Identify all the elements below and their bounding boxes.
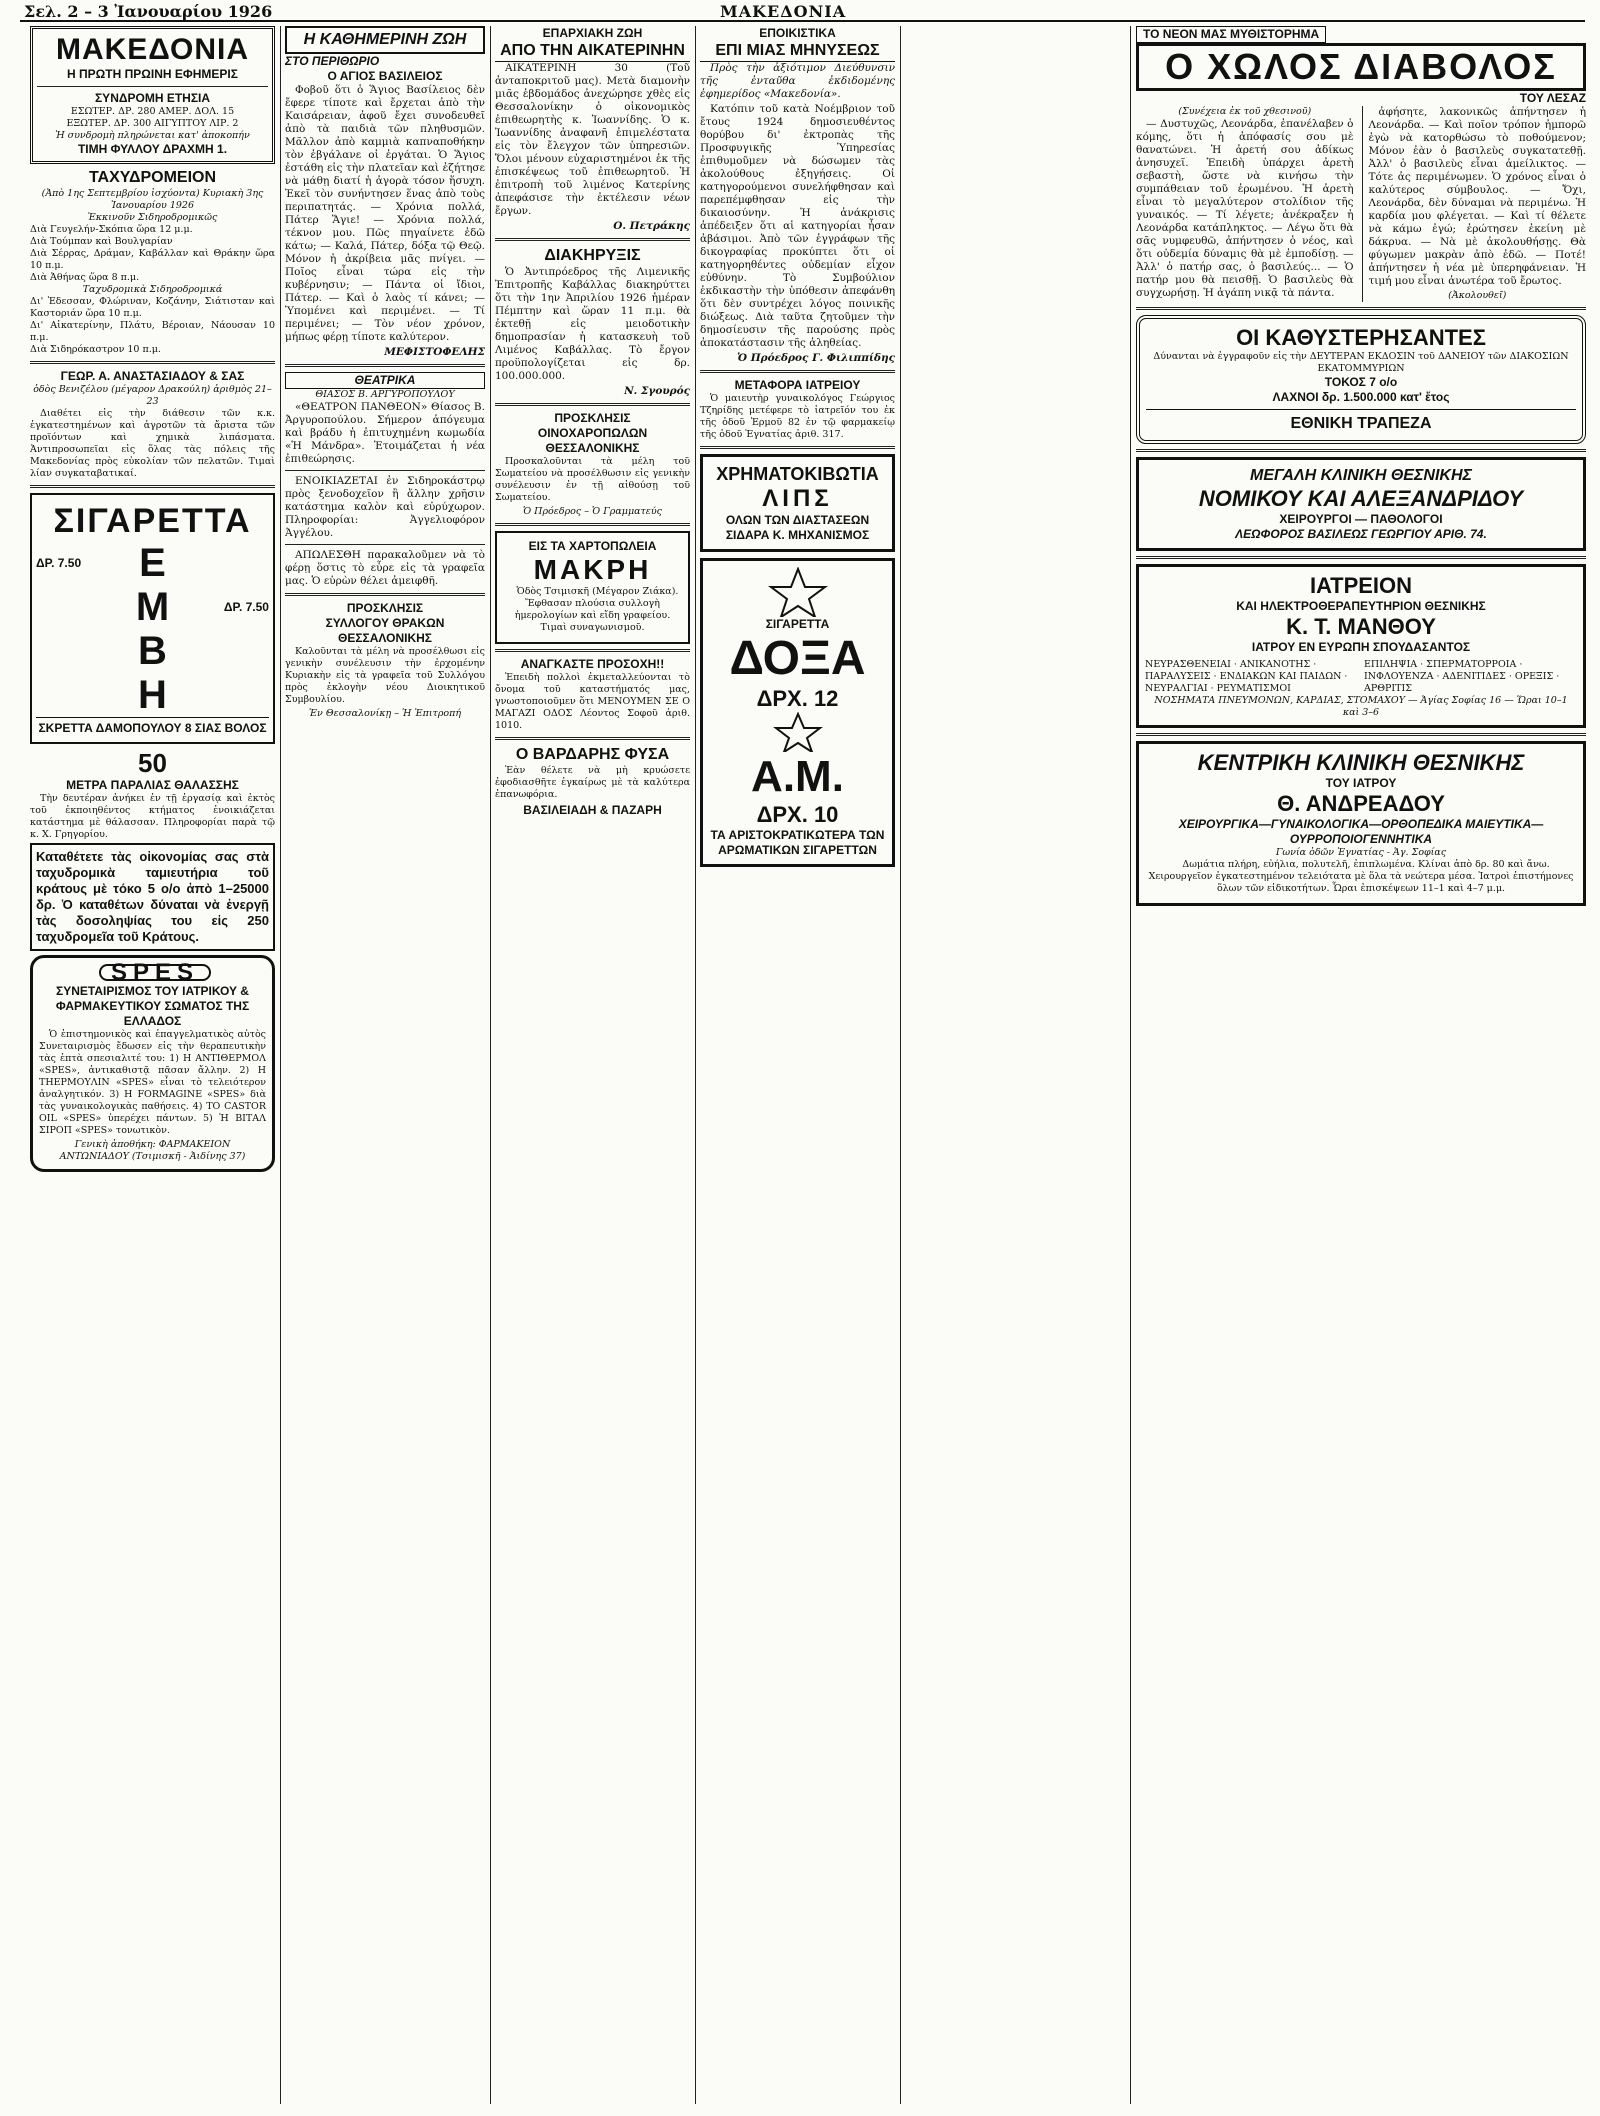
column-divider [280,26,281,2104]
column-divider [695,26,696,2104]
cigarette-brand-letter: Ε [139,541,166,585]
vardar-ad-text: Ἐὰν θέλετε νὰ μὴ κρυώσετε ἐφοδιασθῆτε ἐγκαίρως μὲ τὰ καλύτερα ἐπανωφόρια. [495,765,690,800]
bank-name: ΕΘΝΙΚΗ ΤΡΑΠΕΖΑ [1146,409,1576,434]
column-2 [285,26,485,2106]
star-ornament-icon [768,712,828,752]
declaration-signature: Ν. Σγουρός [624,385,690,397]
sea-ad-text: Τὴν δευτέραν ἀνήκει ἐν τῇ ἐργασίᾳ καὶ ἐκτὸς τοῦ ἐκποιηθέντος κτήματος ἐνοικιάζεται κατάστημα μὲ θάλασσαν. Πληροφορίαι παρὰ τῷ κ. Χ. Γρηγορίου. [30,793,275,840]
am-ad-price: ΔΡΧ. 10 [756,802,839,827]
safes-ad [700,454,895,552]
clinic1-address: ΛΕΩΦΟΡΟΣ ΒΑΣΙΛΕΩΣ ΓΕΩΡΓΙΟΥ ΑΡΙΘ. 74. [1235,527,1487,541]
doxa-ad-price: ΔΡΧ. 12 [756,686,839,711]
transfer-heading: ΜΕΤΑΦΟΡΑ ΙΑΤΡΕΙΟΥ [734,378,861,392]
serial-continued: (Συνέχεια ἐκ τοῦ χθεσινοῦ) [1178,106,1312,117]
column-divider [1130,26,1131,2104]
paper-title: ΜΑΚΕΔΟΝΙΑ [55,33,250,66]
post-line: Διὰ Ἀθήνας ὥρα 8 π.μ. [30,272,140,283]
clinic2-list: ΝΕΥΡΑΣΘΕΝΕΙΑΙ · ΑΝΙΚΑΝΟΤΗΣ · ΠΑΡΑΛΥΣΕΙΣ · ΕΝΔΙΑΚΩΝ ΚΑΙ ΠΑΙΔΩΝ · ΝΕΥΡΑΛΓΙΑΙ · ΡΕΥΜΑΤΙΣΜΟΙ [1145,659,1348,694]
clinic3-address: Γωνία ὁδῶν Ἐγνατίας - Ἁγ. Σοφίας [1275,847,1447,858]
post-subtitle: (Ἀπὸ 1ης Σεπτεμβρίου ἰσχύοντα) Κυριακὴ 3ης Ἰανουαρίου 1926 [41,188,264,211]
post-line: Δι' Ἐδεσσαν, Φλώριναν, Κοζάνην, Σιάτισταν καὶ Καστοριάν ὥρα 10 π.μ. [30,296,275,319]
spes-footer: Γενικὴ ἀποθήκη: ΦΑΡΜΑΚΕΙΟΝ ΑΝΤΩΝΙΑΔΟΥ (Τσιμισκῆ - Ἀιδίνης 37) [59,1139,246,1162]
clinic1-ad [1136,457,1586,551]
notice-text: Ἐπειδὴ πολλοὶ ἐκμεταλλεύονται τὸ ὄνομα τοῦ καταστήματός μας, γνωστοποιοῦμεν ὅτι ΜΕΝΟΥΜΕΝ ΣΕ Ο ΜΑΓΑΖΙ ΟΔΟΣ Λέοντος Σοφοῦ ἀριθ. 1010. [495,672,690,731]
serial-heading: ΤΟ ΝΕΟΝ ΜΑΣ ΜΥΘΙΣΤΟΡΗΜΑ [1136,26,1326,43]
article-signature: ΜΕΦΙΣΤΟΦΕΛΗΣ [384,346,485,358]
theatre-heading: ΘΕΑΤΡΙΚΑ [285,372,485,389]
section-heading: Η ΚΑΘΗΜΕΡΙΝΗ ΖΩΗ [285,26,485,54]
vardar-ad-signature: ΒΑΣΙΛΕΙΑΔΗ & ΠΑΖΑΡΗ [523,803,662,817]
doxa-ad [700,558,895,867]
safes-ad-subtitle: ΟΛΩΝ ΤΩΝ ΔΙΑΣΤΑΣΕΩΝ ΣΙΔΑΡΑ Κ. ΜΗΧΑΝΙΣΜΟΣ [725,513,870,542]
paper-subtitle: Η ΠΡΩΤΗ ΠΡΩΙΝΗ ΕΦΗΜΕΡΙΣ [67,67,238,81]
article-title: ΕΠΙ ΜΙΑΣ ΜΗΝΥΣΕΩΣ [700,41,895,62]
post-line: Διὰ Γευγελήν-Σκόπια ὥρα 12 μ.μ. [30,224,193,235]
spes-subtitle: ΣΥΝΕΤΑΙΡΙΣΜΟΣ ΤΟΥ ΙΑΤΡΙΚΟΥ & ΦΑΡΜΑΚΕΥΤΙΚΟΥ ΣΩΜΑΤΟΣ ΤΗΣ ΕΛΛΑΔΟΣ [55,984,250,1028]
subscription-note: Ἡ συνδρομὴ πληρώνεται κατ' ἀποκοπήν [55,130,250,141]
section-heading: ΕΠΟΙΚΙΣΤΙΚΑ [759,26,836,40]
clinic2-title: ΙΑΤΡΕΙΟΝ [1309,573,1413,598]
invite-subheading: ΣΥΛΛΟΓΟΥ ΘΡΑΚΩΝ ΘΕΣΣΑΛΟΝΙΚΗΣ [325,616,445,645]
invite-subheading: ΟΙΝΟΧΑΡΟΠΩΛΩΝ ΘΕΣΣΑΛΟΝΙΚΗΣ [537,426,648,455]
clinic2-ad [1136,564,1586,728]
article-lead: Πρὸς τὴν ἀξιότιμον Διεύθυνσιν τῆς ἐνταῦθα ἐκδιδομένης ἐφημερίδος «Μακεδονία». [700,62,895,100]
invite-signature: Ὁ Πρόεδρος – Ὁ Γραμματεύς [523,506,662,517]
ad-company-name: ΓΕΩΡ. Α. ΑΝΑΣΤΑΣΙΑΔΟΥ & ΣΑΣ [60,369,245,383]
article-title: ΑΠΟ ΤΗΝ ΑΙΚΑΤΕΡΙΝΗΝ [495,41,690,62]
clinic2-subtitle: ΚΑΙ ΗΛΕΚΤΡΟΘΕΡΑΠΕΥΤΗΡΙΟΝ ΘΕΣΝΙΚΗΣ [1236,599,1486,613]
rent-notice: ΕΝΟΙΚΙΑΖΕΤΑΙ ἐν Σιδηροκάστρῳ πρὸς ξενοδοχεῖον ἢ ἄλλην χρῆσιν κατάστημα καλὸν καὶ εὐρύχωρον. Πληροφορίαι: Ἀγγελιοφόρον Ἀγγέλου. [285,475,485,539]
invite-signature: Ἐν Θεσσαλονίκῃ – Ἡ Ἐπιτροπή [308,708,462,719]
post-line: Διὰ Τούμπαν καὶ Βουλγαρίαν [30,236,173,247]
makri-ad-text: Ὁδὸς Τσιμισκῆ (Μέγαρον Ζιάκα). Ἔφθασαν πλούσια συλλογὴ ἡμερολογίων καὶ εἴδη γραφείου. Τιμαὶ συναγωνισμοῦ. [514,586,679,633]
invite-text: Προσκαλοῦνται τὰ μέλη τοῦ Σωματείου νὰ προσέλθωσιν εἰς γενικὴν συνέλευσιν ἐν τῇ αἰθούσῃ τοῦ Σωματείου. [495,456,690,503]
clinic2-name: Κ. Τ. ΜΑΝΘΟΥ [1286,614,1436,639]
column-1 [30,26,275,2106]
sea-ad-number: 50 [138,748,167,778]
masthead-date-left: Σελ. 2 – 3 Ἰανουαρίου 1926 [24,2,273,21]
serial-text: ἀφήσητε, λακονικῶς ἀπήντησεν ἡ Λεονάρδα. — Καὶ ποῖον τρόπον ἠμπορῶ ἐγὼ νὰ κατορθώσω τὸ ποθούμενον; Μόνον ἐὰν ὁ βασιλεὺς συγκατατεθῇ. Ἀλλ' ὁ βασιλεὺς εἶναι ἀμείλικτος. — Τότε ἀς περιμένωμεν. Ὁ χρόνος εἶναι ὁ καλύτερος σύμβουλος. — Ὄχι, Λεονάρδα, δὲν δύναμαι νὰ περιμένω. Ἡ καρδία μου φλέγεται. — Καὶ τί θέλετε νὰ κάμω ἐγώ; ἐρώτησεν ἐκείνη μὲ δάκρυα. — Νὰ μὲ ἀκολουθήσῃς. Θὰ φύγωμεν μακρὰν ἀπὸ ἐδῶ. — Ποτέ! ἀπήντησεν ἡ νέα μὲ ὑπερηφάνειαν. Ἡ τιμή μου εἶναι ἀνωτέρα τοῦ ἔρωτος. [1368,106,1586,287]
ad-company-address: ὁδὸς Βενιζέλου (μέγαρον Δρακούλη) ἀριθμὸς 21–23 [33,384,272,407]
declaration-heading: ΔΙΑΚΗΡΥΞΙΣ [544,247,641,264]
cigarette-ad-footer: ΣΚΡΕΤΤΑ ΔΑΜΟΠΟΥΛΟΥ 8 ΣΙΑΣ ΒΟΛΟΣ [36,717,269,736]
column-divider [490,26,491,2104]
spes-title: SPES [99,964,211,981]
clinic2-role: ΙΑΤΡΟΥ ΕΝ ΕΥΡΩΠΗ ΣΠΟΥΔΑΣΑΝΤΟΣ [1251,640,1471,654]
clinic3-title: ΚΕΝΤΡΙΚΗ ΚΛΙΝΙΚΗ ΘΕΣΝΙΚΗΣ [1197,750,1525,775]
post-title: ΤΑΧΥΔΡΟΜΕΙΟΝ [88,169,217,186]
cigarette-brand-letter: Η [138,673,167,717]
article-text: ΑΙΚΑΤΕΡΙΝΗ 30 (Τοῦ ἀνταποκριτοῦ μας). Μετὰ διαμονὴν μιᾶς ἑβδομάδος ἀνεχώρησε χθὲς εἰς Θεσσαλονίκην ὁ οἰκονομικὸς ἐπιθεωρητὴς κ. Ἰωαννίδης. Ὁ κ. Ἰωαννίδης ἀναφανῆ ἐπιμελέστατα εἰς τὸν ἔλεγχον τῶν ὑπηρεσιῶν. Ὅλοι μένουν εὐχαριστημένοι ἐκ τῆς ἐπισκέψεως τοῦ ἐπιθεωρητοῦ. Ἡ ἐπιτροπὴ τοῦ λιμένος Κατερίνης ἀπεφάσισε τὴν ἐκτέλεσιν νέων ἔργων. [495,62,690,217]
serial-text: — Δυστυχῶς, Λεονάρδα, ἐπανέλαβεν ὁ κόμης, ὅτι ἡ ἀπόφασίς σου μὲ θανατώνει. Ἡ ἀρετή σου ἀδίκως ἀνησυχεῖ. Ἐπειδὴ ὑπάρχει ἀρετὴ σεβαστὴ, ὥστε νὰ κινήσω τὴν συμπάθειαν τοῦ ἐρωμένου. Ἡ ἀρετὴ εἶναι τὸ μεγαλύτερον στολίδιον τῆς γυναικός. — Τί λέγετε; ἀνέκραξεν ἡ Λεονάρδα κατάπληκτος. — Λέγω ὅτι θὰ σᾶς νυμφευθῶ, ἀπήντησεν ὁ νέος, καὶ ὅτι οὐδεμία δύναμις θὰ μὲ ἐμποδίσῃ. — Ἀλλ' ὁ πατήρ σας, ὁ βασιλεύς... — Ὁ πατήρ μου θὰ πεισθῇ. Ὁ βασιλεὺς θὰ συγχωρήσῃ. Ἡ ἀγάπη νικᾷ τὰ πάντα. [1136,118,1354,299]
subscription-rate: ΕΞΩΤΕΡ. ΔΡ. 300 ΑΙΓΥΠΤΟΥ ΛΙΡ. 2 [66,118,239,129]
cigarette-price: ΔΡ. 7.50 [36,555,82,570]
cigarette-ad-title: ΣΙΓΑΡΕΤΤΑ [53,502,252,540]
column-4 [700,26,895,2106]
post-line: Δι' Αἰκατερίνην, Πλάτυ, Βέροιαν, Νάουσαν 10 π.μ. [30,320,275,343]
invite-heading: ΠΡΟΣΚΛΗΣΙΣ [554,411,631,425]
column-3 [495,26,690,2106]
loan-ad-title: ΟΙ ΚΑΘΥΣΤΕΡΗΣΑΝΤΕΣ [1236,325,1486,350]
post-line: Διὰ Σέρρας, Δράμαν, Καβάλλαν καὶ Θράκην ὥρα 10 π.μ. [30,248,275,271]
clinic3-ad [1136,741,1586,906]
cigarette-brand-letter: Μ [135,585,170,629]
serial-body [1136,106,1586,302]
invite-text: Καλοῦνται τὰ μέλη νὰ προσέλθωσι εἰς γενικὴν συνέλευσιν τὴν ἐρχομένην Κυριακὴν εἰς τὰ γραφεῖα τοῦ Συλλόγου πρὸς ἐκλογὴν νέου Διοικητικοῦ Συμβουλίου. [285,646,485,705]
ad-company-text: Διαθέτει εἰς τὴν διάθεσιν τῶν κ.κ. ἐγκατεστημένων καὶ ἀγροτῶν τὰ ἄριστα τῶν προϊόντων καὶ χημικὰ λιπάσματα. Ἀντιπροσωπεῖαι εἰς ὅλας τὰς πόλεις τῆς Μακεδονίας πρὸς εὐκολίαν τῶν πελατῶν. Τιμαὶ λίαν συγκαταβατικαί. [30,408,275,479]
clinic3-text: Δωμάτια πλήρη, εὐήλια, πολυτελῆ, ἐπιπλωμένα. Κλίναι ἀπὸ δρ. 80 καὶ ἄνω. Χειρουργεῖον ἐγκατεστημένον τελειότατα μὲ ὅλα τὰ νεώτερα μέσα. Ἰατροὶ ἐπιστήμονες ὅλων τῶν εἰδικοτήτων. Ὧραι ἐπισκέψεων 11–1 καὶ 4–7 μ.μ. [1148,859,1574,894]
makri-ad [495,531,690,644]
invite-heading: ΠΡΟΣΚΛΗΣΙΣ [346,601,424,615]
loan-ad-interest: ΤΟΚΟΣ 7 ο/ο [1324,375,1398,389]
subscription-box [30,26,275,164]
article-text: Φοβοῦ ὅτι ὁ Ἅγιος Βασίλειος δὲν ἔφερε τίποτε καὶ ἔρχεται ἀπὸ τὴν Καισάρειαν, ἀφοῦ ἔχει συνοδευθεῖ ἀπὸ τὰ παιδιὰ τῶν πληθυσμῶν. Μᾶλλον ἀπὸ καμμιὰ καπναποθήκην τὸν ἐβγάλανε οἱ ἐργάται. Ὁ Ἅγιος ἐστάθη εἰς τὴν πλατεῖαν καὶ ἐζήτησε νὰ μάθῃ διατί ἡ ἀγορὰ τόσον ἥσυχη. Ἐκεῖ τὸν συνήντησεν ἕνας ἀπὸ τοὺς περιπατητάς. — Χρόνια πολλά, Πάτερ Ἅγιε! — Χρόνια πολλά, τέκνον μου. Πῶς πηγαίνετε ἐδῶ κάτω; — Καλά, Πάτερ, δόξα τῷ Θεῷ. Μόνον ἡ ἀκρίβεια μᾶς πνίγει. — Ποῖος εἶναι τώρα εἰς τὴν κυβέρνησιν; — Πάντα οἱ ἴδιοι, Πάτερ. — Καὶ ὁ λαὸς τί κάνει; — Ὑπομένει καὶ περιμένει. — Τί περιμένει; — Τὸν νέον χρόνον, μήπως φέρῃ τίποτε καλύτερον. [285,84,485,343]
cigarette-brand-letter: Β [138,629,167,673]
safes-ad-brand: ΛΙΠΣ [762,485,833,512]
cigarette-ad [30,493,275,744]
vardar-ad-title: Ο ΒΑΡΔΑΡΗΣ ΦΥΣΑ [515,746,670,763]
loan-ad [1136,315,1586,444]
clinic1-title: ΜΕΓΑΛΗ ΚΛΙΝΙΚΗ ΘΕΣΝΙΚΗΣ [1250,467,1472,484]
lost-notice: ΑΠΩΛΕΣΘΗ παρακαλοῦμεν νὰ τὸ φέρῃ ὅστις τὸ εὗρε εἰς τὰ γραφεῖα μας. Ὁ εὑρὼν θέλει ἀμειφθῆ. [285,549,485,587]
subscription-rate: ΕΣΩΤΕΡ. ΔΡ. 280 ΑΜΕΡ. ΔΟΛ. 15 [70,106,235,117]
serial-to-be-continued: (Ἀκολουθεῖ) [1448,290,1507,301]
sea-ad-title: ΜΕΤΡΑ ΠΑΡΑΛΙΑΣ ΘΑΛΑΣΣΗΣ [66,778,239,792]
makri-ad-title: ΜΑΚΡΗ [533,554,652,585]
post-line: Διὰ Σιδηρόκαστρον 10 π.μ. [30,344,161,355]
transfer-text: Ὁ μαιευτὴρ γυναικολόγος Γεώργιος Τζηρίδης μετέφερε τὸ ἰατρεῖόν του ἐκ τῆς ὁδοῦ Ἑρμοῦ 82 ἐν τῷ φαρμακείῳ τῆς ὁδοῦ Ἐγνατίας ἀριθ. 317. [700,393,895,440]
loan-ad-text: Δύνανται νὰ ἐγγραφοῦν εἰς τὴν ΔΕΥΤΕΡΑΝ ΕΚΔΟΣΙΝ τοῦ ΔΑΝΕΙΟΥ τῶν ΔΙΑΚΟΣΙΩΝ ΕΚΑΤΟΜΜΥΡΙΩΝ [1153,351,1569,374]
post-heading: Ταχυδρομικὰ Σιδηροδρομικά [82,284,223,295]
clinic2-list: ΕΠΙΛΗΨΙΑ · ΣΠΕΡΜΑΤΟΡΡΟΙΑ · ΙΝΦΛΟΥΕΝΖΑ · ΑΔΕΝΙΤΙΔΕΣ · ΟΡΕΞΙΣ · ΑΡΘΡΙΤΙΣ [1364,659,1560,694]
theatre-company: ΘΙΑΣΟΣ Β. ΑΡΓΥΡΟΠΟΥΛΟΥ [315,389,455,400]
clinic1-names: ΝΟΜΙΚΟΥ ΚΑΙ ΑΛΕΞΑΝΔΡΙΔΟΥ [1198,486,1524,511]
makri-ad-pre: ΕΙΣ ΤΑ ΧΑΡΤΟΠΩΛΕΙΑ [528,539,657,553]
subscription-heading: ΣΥΝΔΡΟΜΗ ΕΤΗΣΙΑ [94,91,211,105]
section-subheading: ΣΤΟ ΠΕΡΙΘΩΡΙΟ [285,54,380,68]
cigarette-price: ΔΡ. 7.50 [223,599,269,614]
safes-ad-title: ΧΡΗΜΑΤΟΚΙΒΩΤΙΑ [716,464,879,484]
article-signature: Ὁ Πρόεδρος Γ. Φιλιππίδης [737,352,895,364]
serial-title: Ο ΧΩΛΟΣ ΔΙΑΒΟΛΟΣ [1136,43,1586,91]
doxa-ad-pre: ΣΙΓΑΡΕΤΤΑ [765,617,830,631]
spes-ad [30,955,275,1172]
spes-text: Ὁ ἐπιστημονικὸς καὶ ἐπαγγελματικὸς αὐτὸς Συνεταιρισμὸς ἔδωσεν εἰς τὴν θεραπευτικὴν τὰς ἑπτὰ σπεσιαλιτέ του: 1) Η ΑΝΤΙΘΕΡΜΟΛ «SPES», ἀντικαθιστᾷ πᾶσαν ἄλλην. 2) Η ΤΗΕΡΜΟΥΛΙΝ «SPES» εἶναι τὸ τελειότερον ἀναλγητικόν. 3) Η FORMAGINE «SPES» διὰ τὰς γυναικολογικὰς παθήσεις. 4) ΤΟ CASTOR OIL «SPES» ὑπερέχει πάντων. 5) Ἡ ΒΙΤΑΛ ΣΙΡΟΠ «SPES» τονωτικὸν. [39,1029,266,1136]
column-5 [1136,26,1586,2106]
clinic3-name: Θ. ΑΝΔΡΕΑΔΟΥ [1277,791,1445,816]
doxa-ad-title: ΔΟΞΑ [729,632,866,685]
issue-price: ΤΙΜΗ ΦΥΛΛΟΥ ΔΡΑΧΜΗ 1. [77,142,228,156]
masthead [20,2,1585,22]
declaration-text: Ὁ Ἀντιπρόεδρος τῆς Λιμενικῆς Ἐπιτροπῆς Καβάλλας διακηρύττει ὅτι τὴν 1ην Ἀπριλίου 1926 ἡμέραν Πέμπτην καὶ ὥραν 11 π.μ. θὰ ἐκτεθῇ εἰς μειοδοτικὴν δημοπρασίαν ἡ κατασκευὴ τοῦ Λιμένος Καβάλλας. Τὸ ἔργον προϋπολογίζεται εἰς δρ. 100.000.000. [495,266,690,382]
notice-heading: ΑΝΑΓΚΑΣΤΕ ΠΡΟΣΟΧΗ!! [520,657,665,671]
clinic1-roles: ΧΕΙΡΟΥΡΓΟΙ — ΠΑΘΟΛΟΓΟΙ [1279,512,1443,526]
article-title: Ο ΑΓΙΟΣ ΒΑΣΙΛΕΙΟΣ [327,69,443,83]
theatre-text: «ΘΕΑΤΡΟΝ ΠΑΝΘΕΟΝ» Θίασος Β. Ἀργυροπούλου. Σήμερον ἀπόγευμα καὶ βράδυ ἡ ἐπιτυχημένη κωμωδία «Ἡ Μάνδρα». Ἑτοιμάζεται ἡ νέα ἐπιθεώρησις. [285,401,485,465]
column-divider [900,26,901,2104]
post-heading: Ἐκκινοῦν Σιδηροδρομικῶς [87,212,218,223]
article-text: Κατόπιν τοῦ κατὰ Νοέμβριον τοῦ ἔτους 1924 δημοσιευθέντος θορύβου δι' ἐκτροπὰς τῆς Προσφυγικῆς Ὑπηρεσίας ἐπιθυμοῦμεν νὰ δώσωμεν τὰς ἀκολούθους ἐξηγήσεις. Οἱ κατηγορούμενοι συνελήφθησαν καὶ παρεπέμφθησαν εἰς τὴν δικαιοσύνην. Ἡ ἀνάκρισις ἀπέδειξεν ὅτι αἱ κατηγορίαι ἦσαν ἀβάσιμοι. Ἀπὸ τῶν ἐγγράφων τῆς δικογραφίας προκύπτει ὅτι οἱ κατηγορηθέντες οὐδεμίαν εἶχον εὐθύνην. Τὸ Συμβούλιον ἐκδικαστὴν τὴν ὑπόθεσιν ἀπεφάνθη ὅτι δὲν συντρέχει λόγος ποινικῆς διώξεως. Διὰ ταῦτα ζητοῦμεν τὴν δημοσίευσιν τῆς παρούσης πρὸς ἀποκατάστασιν τῆς ἀληθείας. [700,103,895,349]
article-signature: Ο. Πετράκης [613,220,690,232]
postal-savings-ad [30,843,275,951]
star-ornament-icon [768,567,828,617]
serial-author: ΤΟΥ ΛΕΣΑΖ [1519,91,1586,105]
am-ad-title: Α.Μ. [751,752,844,801]
masthead-title: ΜΑΚΕΔΟΝΙΑ [720,2,847,21]
postal-savings-text: Καταθέτετε τὰς οἰκονομίας σας στὰ ταχυδρομικὰ ταμιευτήρια τοῦ κράτους μὲ τόκο 5 ο/ο ἀπὸ 1–25000 δρ. Ὁ καταθέτων δύναται νὰ ἐνεργῇ τὰς δοσοληψίας του εἰς 250 ταχυδρομεῖα τοῦ Κράτους. [36,849,269,944]
clinic2-footer: ΝΟΣΗΜΑΤΑ ΠΝΕΥΜΟΝΩΝ, ΚΑΡΔΙΑΣ, ΣΤΟΜΑΧΟΥ — Ἀγίας Σοφίας 16 — Ὥραι 10–1 καὶ 3–6 [1154,695,1568,718]
loan-ad-lottery: ΛΑΧΝΟΙ δρ. 1.500.000 κατ' ἔτος [1272,390,1450,404]
clinic3-subtitle: ΤΟΥ ΙΑΤΡΟΥ [1325,776,1397,790]
section-heading: ΕΠΑΡΧΙΑΚΗ ΖΩΗ [542,26,643,40]
clinic3-roles: ΧΕΙΡΟΥΡΓΙΚΑ—ΓΥΝΑΙΚΟΛΟΓΙΚΑ—ΟΡΘΟΠΕΔΙΚΑ ΜΑΙΕΥΤΙΚΑ—ΟΥΡΡΟΠΟΙΟΓΕΝΝΗΤΙΚΑ [1178,817,1544,846]
doxa-ad-footer: ΤΑ ΑΡΙΣΤΟΚΡΑΤΙΚΩΤΕΡΑ ΤΩΝ ΑΡΩΜΑΤΙΚΩΝ ΣΙΓΑΡΕΤΤΩΝ [710,828,885,857]
